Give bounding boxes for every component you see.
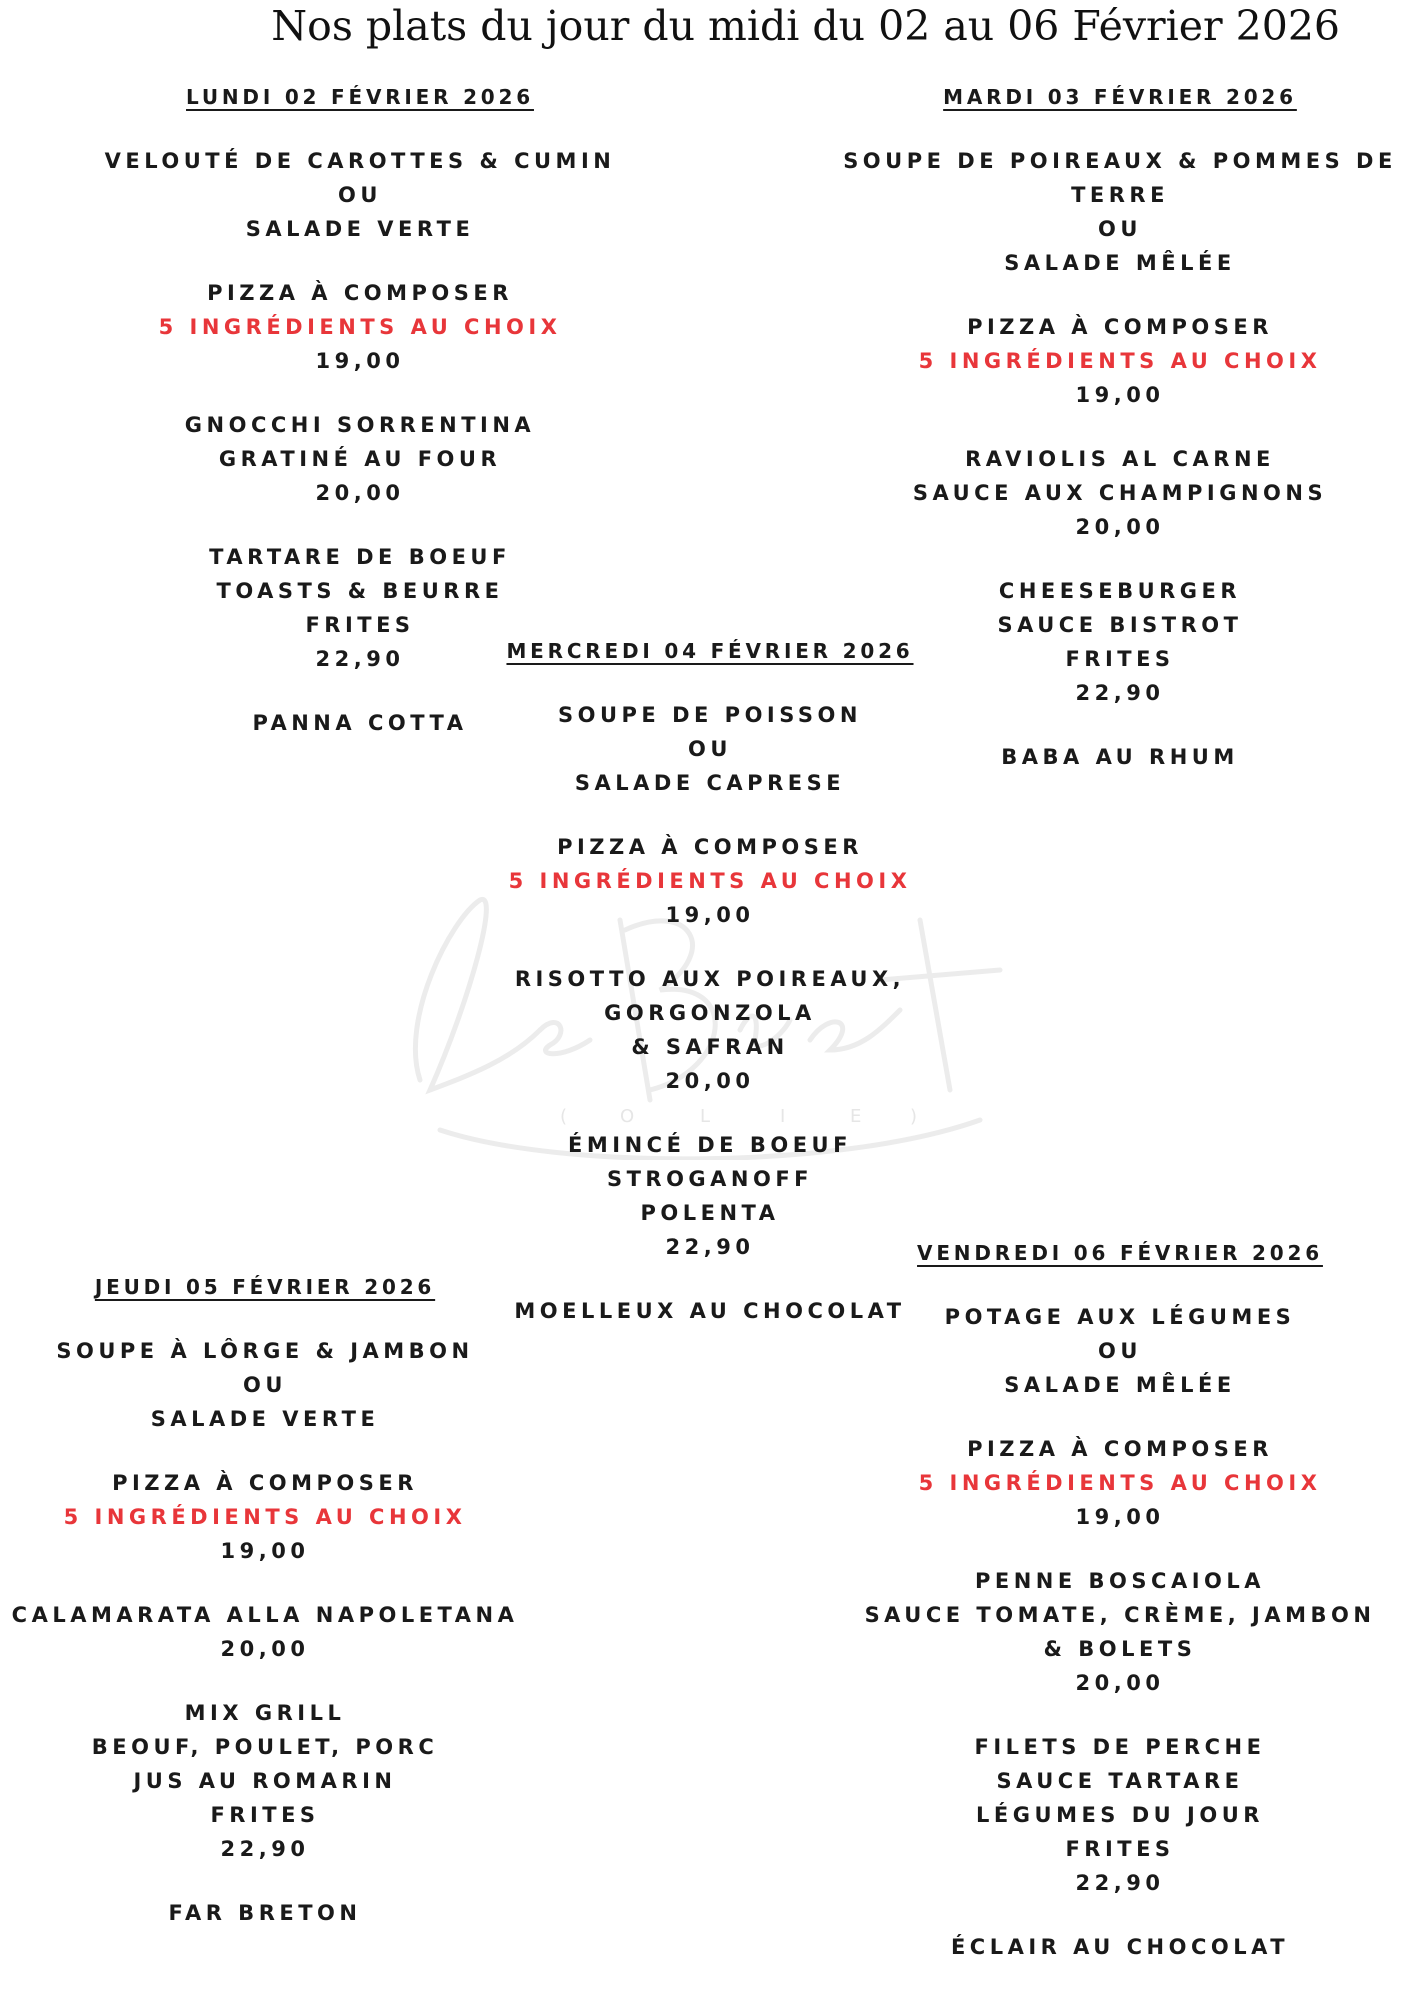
day-heading: VENDREDI 06 FÉVRIER 2026: [917, 1241, 1323, 1265]
starter-line: SALADE MÊLÉE: [1004, 251, 1236, 275]
dish-line: FRITES: [210, 1803, 320, 1827]
dish-line: & BOLETS: [1043, 1637, 1197, 1661]
dish-line: PENNE BOSCAIOLA: [975, 1569, 1265, 1593]
dish-line: TOASTS & BEURRE: [216, 579, 504, 603]
dish-line: STROGANOFF: [606, 1167, 814, 1191]
svg-text:L: L: [700, 1106, 711, 1127]
day-heading: JEUDI 05 FÉVRIER 2026: [94, 1275, 436, 1299]
starter-line: OU: [338, 183, 382, 207]
price: 22,90: [1075, 681, 1165, 705]
starter-line: OU: [243, 1373, 287, 1397]
dish-line: FILETS DE PERCHE: [974, 1735, 1266, 1759]
dish-line: GORGONZOLA: [604, 1001, 816, 1025]
starter-line: SOUPE DE POISSON: [558, 703, 862, 727]
day-vendredi: [850, 1236, 1390, 1964]
dish-line: TARTARE DE BOEUF: [209, 545, 511, 569]
pizza-note: 5 INGRÉDIENTS AU CHOIX: [63, 1505, 467, 1529]
svg-text:O: O: [620, 1106, 635, 1127]
price: 20,00: [315, 481, 405, 505]
svg-text:(: (: [560, 1106, 568, 1127]
price: 19,00: [1075, 383, 1165, 407]
price: 19,00: [220, 1539, 310, 1563]
dish-line: & SAFRAN: [631, 1035, 789, 1059]
dish-line: POLENTA: [640, 1201, 780, 1225]
pizza-note: 5 INGRÉDIENTS AU CHOIX: [918, 349, 1322, 373]
dish-line: LÉGUMES DU JOUR: [976, 1803, 1264, 1827]
dessert: BABA AU RHUM: [1001, 745, 1239, 769]
starter-line: POTAGE AUX LÉGUMES: [944, 1305, 1296, 1329]
starter-line: SALADE VERTE: [150, 1407, 380, 1431]
price: 19,00: [665, 903, 755, 927]
price: 20,00: [220, 1637, 310, 1661]
dish-line: MIX GRILL: [184, 1701, 346, 1725]
svg-text:E: E: [850, 1106, 862, 1127]
day-heading: MARDI 03 FÉVRIER 2026: [943, 85, 1297, 109]
day-heading: LUNDI 02 FÉVRIER 2026: [186, 85, 534, 109]
pizza-name: PIZZA À COMPOSER: [112, 1471, 418, 1495]
dessert: FAR BRETON: [168, 1901, 362, 1925]
dish-line: GRATINÉ AU FOUR: [218, 447, 502, 471]
price: 22,90: [220, 1837, 310, 1861]
dessert: MOELLEUX AU CHOCOLAT: [514, 1299, 906, 1323]
dish-line: SAUCE TOMATE, CRÈME, JAMBON: [864, 1603, 1376, 1627]
price: 20,00: [1075, 1671, 1165, 1695]
dish-line: SAUCE TARTARE: [996, 1769, 1244, 1793]
pizza-name: PIZZA À COMPOSER: [967, 1437, 1273, 1461]
pizza-note: 5 INGRÉDIENTS AU CHOIX: [158, 315, 562, 339]
day-heading: MERCREDI 04 FÉVRIER 2026: [506, 639, 914, 663]
price: 19,00: [1075, 1505, 1165, 1529]
dish-line: RAVIOLIS AL CARNE: [965, 447, 1275, 471]
price: 22,90: [1075, 1871, 1165, 1895]
dish-line: JUS AU ROMARIN: [133, 1769, 397, 1793]
dish-line: RISOTTO AUX POIREAUX,: [514, 967, 906, 991]
starter-line: SALADE MÊLÉE: [1004, 1373, 1236, 1397]
price: 20,00: [1075, 515, 1165, 539]
dish-line: GNOCCHI SORRENTINA: [184, 413, 536, 437]
dish-line: CALAMARATA ALLA NAPOLETANA: [11, 1603, 519, 1627]
starter-line: TERRE: [1071, 183, 1169, 207]
price: 22,90: [665, 1235, 755, 1259]
dish-line: FRITES: [1065, 1837, 1175, 1861]
page-title: Nos plats du jour du midi du 02 au 06 Février 2026: [271, 2, 1340, 50]
starter-line: SOUPE À LÔRGE & JAMBON: [56, 1339, 474, 1363]
day-jeudi: [0, 1270, 530, 1930]
starter-line: OU: [688, 737, 732, 761]
starter-line: OU: [1098, 1339, 1142, 1363]
starter-line: SALADE VERTE: [245, 217, 475, 241]
dish-line: SAUCE BISTROT: [997, 613, 1243, 637]
pizza-note: 5 INGRÉDIENTS AU CHOIX: [918, 1471, 1322, 1495]
pizza-name: PIZZA À COMPOSER: [207, 281, 513, 305]
day-mercredi: [480, 634, 940, 1328]
starter-line: VELOUTÉ DE CAROTTES & CUMIN: [104, 149, 616, 173]
dish-line: FRITES: [305, 613, 415, 637]
dessert: PANNA COTTA: [252, 711, 468, 735]
dish-line: ÉMINCÉ DE BOEUF: [568, 1133, 852, 1157]
pizza-note: 5 INGRÉDIENTS AU CHOIX: [508, 869, 912, 893]
price: 20,00: [665, 1069, 755, 1093]
dish-line: FRITES: [1065, 647, 1175, 671]
svg-text:I: I: [780, 1106, 786, 1127]
price: 19,00: [315, 349, 405, 373]
svg-text:): ): [910, 1106, 918, 1127]
dish-line: BEOUF, POULET, PORC: [91, 1735, 439, 1759]
dish-line: SAUCE AUX CHAMPIGNONS: [912, 481, 1328, 505]
pizza-name: PIZZA À COMPOSER: [967, 315, 1273, 339]
price: 22,90: [315, 647, 405, 671]
starter-line: SOUPE DE POIREAUX & POMMES DE: [843, 149, 1397, 173]
starter-line: OU: [1098, 217, 1142, 241]
dish-line: CHEESEBURGER: [998, 579, 1242, 603]
pizza-name: PIZZA À COMPOSER: [557, 835, 863, 859]
starter-line: SALADE CAPRESE: [574, 771, 846, 795]
dessert: ÉCLAIR AU CHOCOLAT: [950, 1935, 1290, 1959]
